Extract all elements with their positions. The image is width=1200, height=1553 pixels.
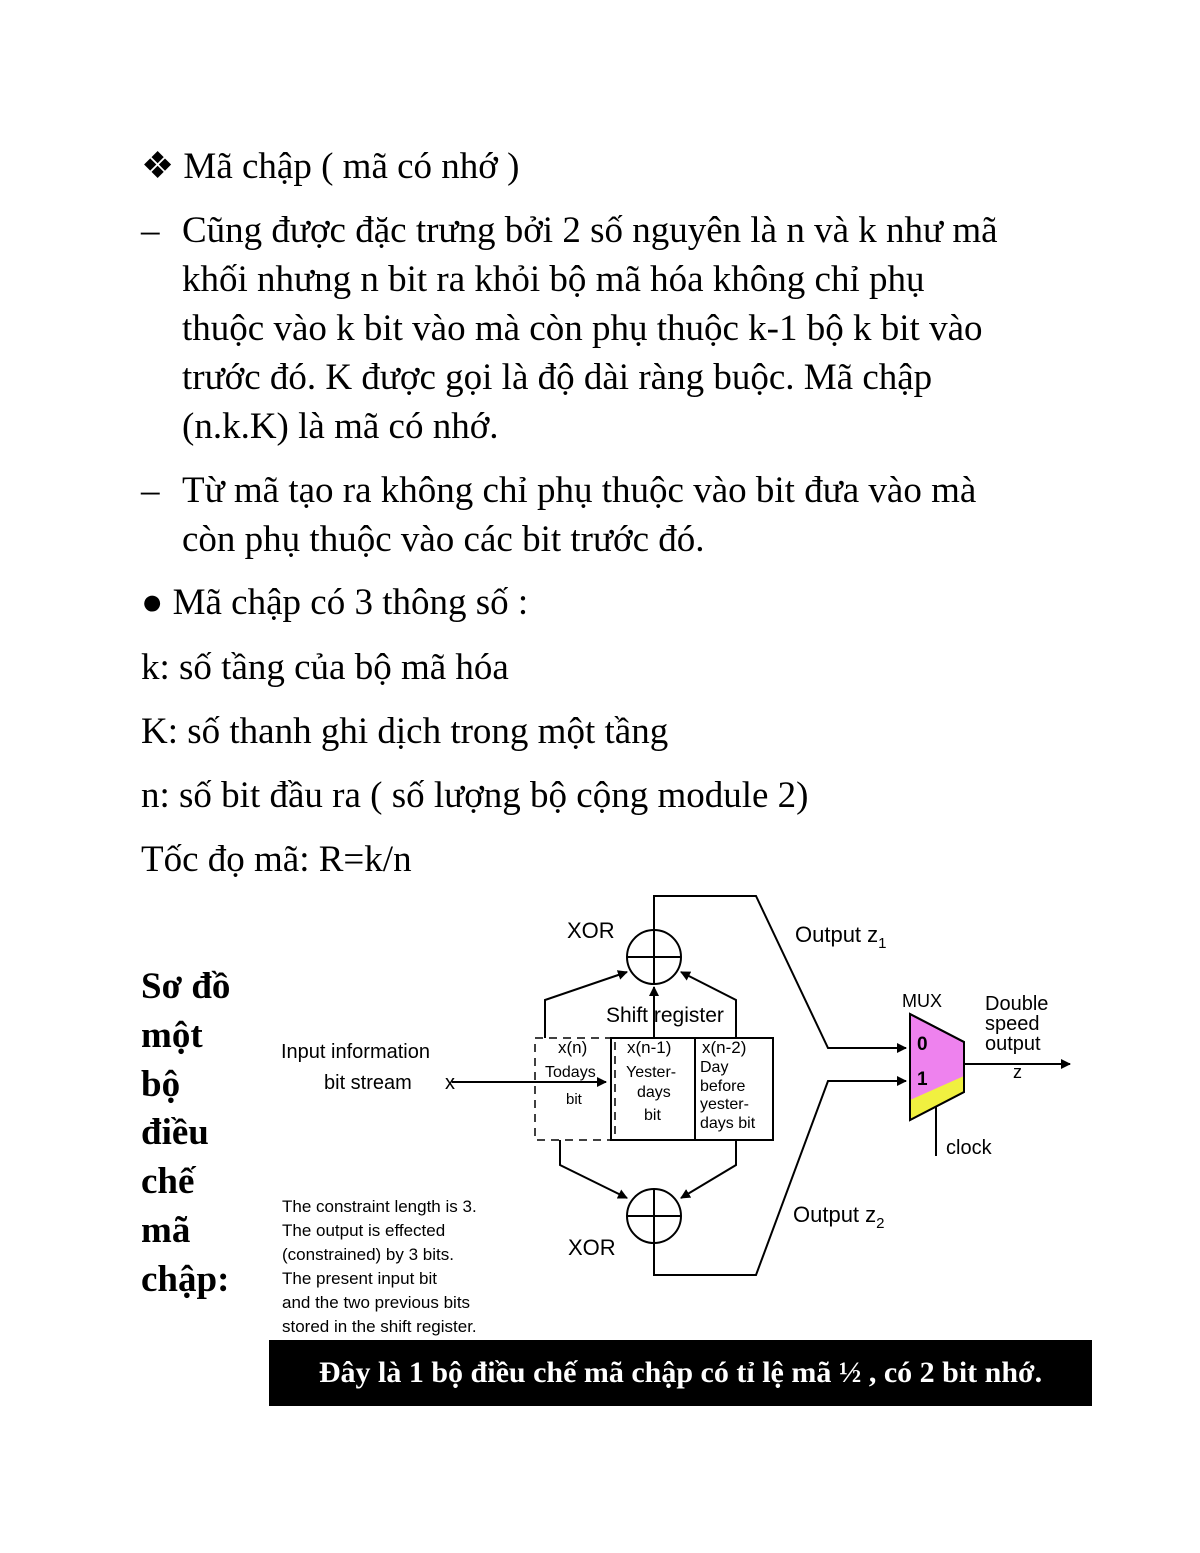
cell-0-line: bit: [566, 1091, 582, 1108]
param-line: n: số bit đầu ra ( số lượng bộ cộng module 2): [141, 775, 809, 816]
input-label-line2: bit stream: [324, 1072, 412, 1094]
param-line: k: số tầng của bộ mã hóa: [141, 647, 509, 688]
xor-bottom-icon: [627, 1189, 681, 1243]
svg-text:and the two previous bits: and the two previous bits: [282, 1293, 471, 1312]
clock-label: clock: [946, 1137, 992, 1159]
cell-2-line: days bit: [700, 1115, 756, 1132]
output-z1-label: Output $z_1$: [795, 922, 887, 952]
side-label-line: bộ: [141, 1064, 181, 1105]
cell-2-line: before: [700, 1078, 746, 1095]
wire-current-to-xor-bottom: [560, 1140, 627, 1198]
svg-text:The constraint length is 3.: The constraint length is 3.: [282, 1197, 477, 1216]
dash-icon: –: [141, 470, 160, 511]
cell-0-head: x(n): [558, 1038, 588, 1057]
param-line: K: số thanh ghi dịch trong một tầng: [141, 711, 669, 752]
cell-1-line: Yester-: [626, 1064, 677, 1081]
cell-1-line: days: [637, 1084, 671, 1101]
xor-top-label: XOR: [567, 918, 615, 943]
cell-0-line: Todays: [545, 1064, 596, 1081]
double-speed-line: speed: [985, 1013, 1040, 1035]
cell-2-head: x(n-2): [702, 1038, 747, 1057]
svg-text:The present input bit: The present input bit: [282, 1269, 437, 1288]
side-label-line: mã: [141, 1210, 191, 1251]
dash-icon: –: [141, 210, 160, 251]
svg-text:(constrained) by 3 bits.: (constrained) by 3 bits.: [282, 1245, 454, 1264]
output-z2-label: Output $z_2$: [793, 1202, 885, 1232]
double-speed-line: Double: [985, 993, 1049, 1015]
svg-text:The output is effected: The output is effected: [282, 1221, 446, 1240]
text-line: trước đó. K được gọi là độ dài ràng buộc. Mã chập: [182, 357, 933, 398]
side-label-line: Sơ đồ: [141, 966, 231, 1007]
cell-1-line: bit: [644, 1107, 661, 1124]
cell-1-head: x(n-1): [627, 1038, 672, 1057]
side-label-line: điều: [141, 1112, 209, 1153]
text-line: (n.k.K) là mã có nhớ.: [182, 406, 499, 447]
mux-label: MUX: [902, 991, 942, 1011]
input-var: x: [445, 1072, 455, 1094]
xor-bottom-label: XOR: [568, 1235, 616, 1260]
constraint-note: [282, 1197, 477, 1336]
diamond-bullet-icon: ❖: [141, 146, 175, 187]
mux-input-1: 1: [917, 1069, 928, 1090]
mux-block: [910, 1014, 964, 1120]
side-label-line: chập:: [141, 1259, 230, 1300]
text-line: thuộc vào k bit vào mà còn phụ thuộc k-1 bộ k bit vào: [182, 308, 983, 349]
text-line: Cũng được đặc trưng bởi 2 số nguyên là n và k như mã: [182, 210, 998, 251]
wire-cell2-to-xor-bottom: [681, 1140, 736, 1198]
text-line: khối nhưng n bit ra khỏi bộ mã hóa không chỉ phụ: [182, 259, 925, 300]
cell-2-line: yester-: [700, 1096, 749, 1113]
param-line: Tốc đọ mã: R=k/n: [141, 839, 412, 880]
svg-text:stored in the shift register.: stored in the shift register.: [282, 1317, 477, 1336]
heading-text: Mã chập ( mã có nhớ ): [183, 146, 520, 187]
input-label-line1: Input information: [281, 1041, 430, 1063]
circle-bullet-icon: ●: [141, 582, 164, 623]
text-line: còn phụ thuộc vào các bit trước đó.: [182, 519, 705, 560]
double-speed-line: output: [985, 1033, 1041, 1055]
param-heading-text: Mã chập có 3 thông số :: [172, 582, 529, 623]
cell-2-line: Day: [700, 1059, 729, 1076]
z-output-label: z: [1013, 1062, 1022, 1082]
output-z2-line: [654, 1081, 906, 1275]
diagram-caption: Đây là 1 bộ điều chế mã chập có tỉ lệ mã ½ , có 2 bit nhớ.: [269, 1340, 1092, 1406]
mux-input-0: 0: [917, 1034, 928, 1055]
xor-top-icon: [627, 930, 681, 984]
text-line: Từ mã tạo ra không chỉ phụ thuộc vào bit đưa vào mà: [182, 470, 977, 511]
shift-register-label: Shift register: [606, 1004, 724, 1027]
side-label-line: chế: [141, 1161, 195, 1202]
side-label-line: một: [141, 1015, 203, 1056]
